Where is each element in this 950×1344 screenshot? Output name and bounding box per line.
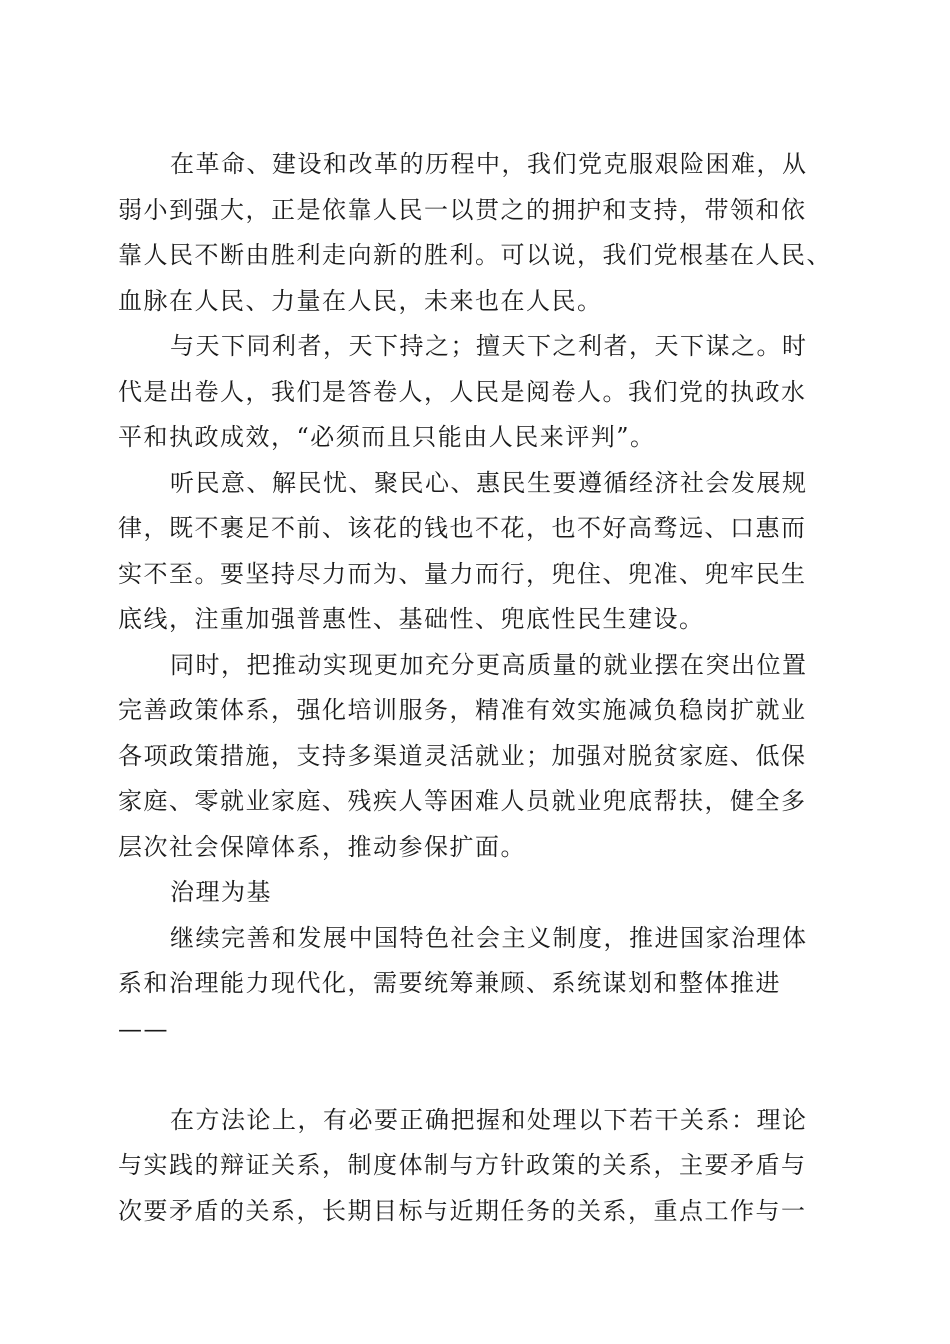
text-line: 与天下同利者，天下持之；擅天下之利者，天下谋之。时 [170,332,808,360]
text-line: 听民意、解民忧、聚民心、惠民生要遵循经济社会发展规 [170,468,808,497]
text-line: 家庭、零就业家庭、残疾人等困难人员就业兜底帮扶，健全多 [118,787,807,815]
text-line: 弱小到强大，正是依靠人民一以贯之的拥护和支持，带领和依 [118,195,807,224]
text-line: 靠人民不断由胜利走向新的胜利。可以说，我们党根基在人民、 [118,241,832,269]
text-line: 系和治理能力现代化，需要统筹兼顾、系统谋划和整体推进 [118,969,781,997]
paragraph-spacer [118,1052,828,1098]
text-line: 次要矛盾的关系，长期目标与近期任务的关系，重点工作与一 [118,1196,807,1225]
text-line: 治理为基 [170,878,272,906]
text-line: 继续完善和发展中国特色社会主义制度，推进国家治理体 [170,923,808,952]
paragraph [118,1098,828,1235]
paragraph [118,916,828,1053]
text-line: 完善政策体系，强化培训服务，精准有效实施减负稳岗扩就业 [118,696,807,724]
text-line: 在革命、建设和改革的历程中，我们党克服艰险困难，从 [170,150,808,178]
text-line: 代是出卷人，我们是答卷人，人民是阅卷人。我们党的执政水 [118,377,807,406]
paragraph [118,324,828,461]
text-line: —— [118,1014,169,1043]
text-line: 实不至。要坚持尽力而为、量力而行，兜住、兜准、兜牢民生 [118,559,807,588]
text-line: 平和执政成效，“必须而且只能由人民来评判”。 [118,423,656,451]
text-line: 律，既不裹足不前、该花的钱也不花，也不好高骛远、口惠而 [118,514,807,542]
text-line: 同时，把推动实现更加充分更高质量的就业摆在突出位置 [170,650,808,679]
paragraph [118,461,828,643]
paragraph [118,643,828,871]
section-heading [118,870,828,916]
text-line: 层次社会保障体系，推动参保扩面。 [118,832,526,861]
document-body [118,142,832,1234]
paragraph [118,142,832,324]
text-line: 血脉在人民、力量在人民，未来也在人民。 [118,286,603,315]
text-line: 与实践的辩证关系，制度体制与方针政策的关系，主要矛盾与 [118,1151,807,1179]
text-line: 底线，注重加强普惠性、基础性、兜底性民生建设。 [118,605,705,633]
text-line: 各项政策措施，支持多渠道灵活就业；加强对脱贫家庭、低保 [118,741,807,770]
text-line: 在方法论上，有必要正确把握和处理以下若干关系：理论 [170,1105,808,1134]
